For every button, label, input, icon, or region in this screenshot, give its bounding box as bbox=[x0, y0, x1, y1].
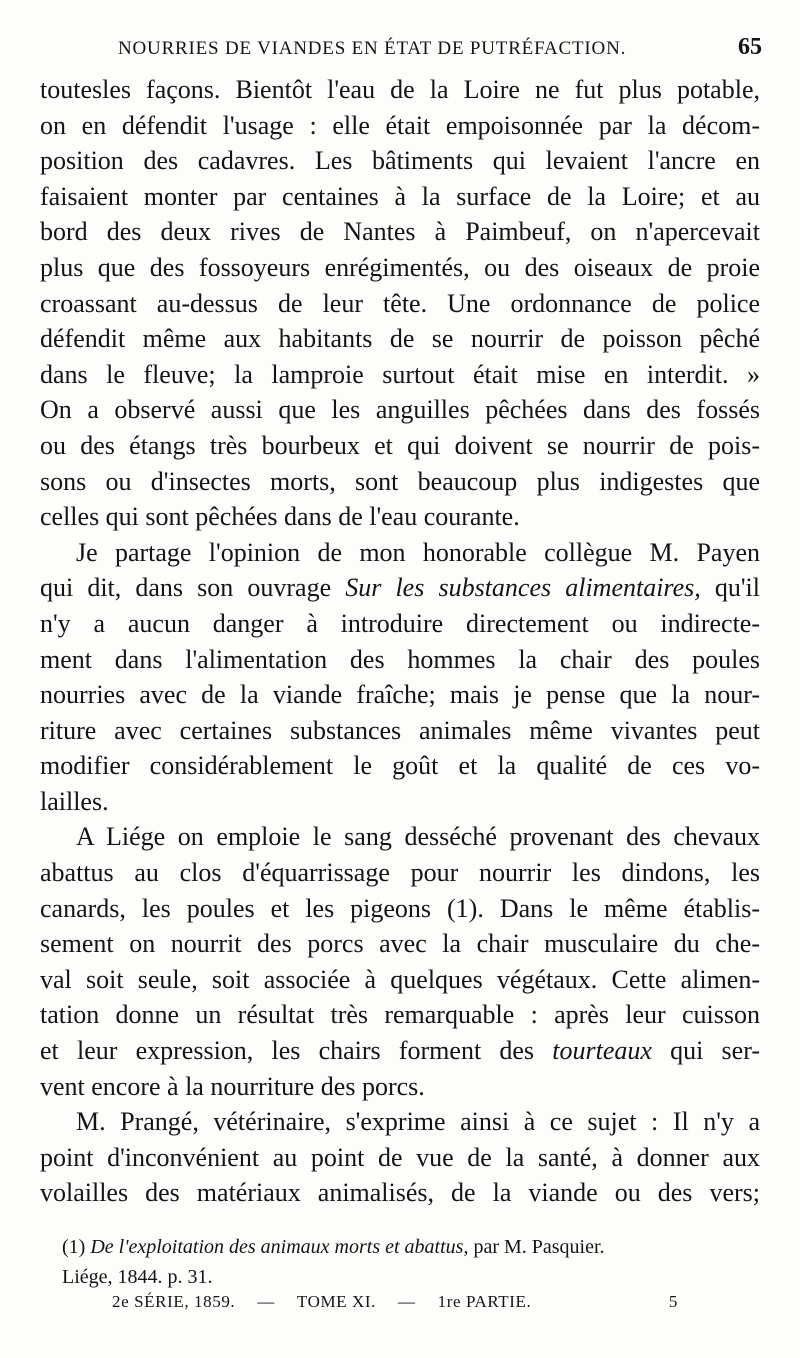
italic-term: tourteaux bbox=[552, 1036, 652, 1066]
text-line: val soit seule, soit associée à quelques végétaux. Cette alimen- bbox=[40, 964, 760, 994]
text-line-with-title bbox=[40, 570, 760, 606]
text-line: position des cadavres. Les bâtiments qui levaient l'ancre en bbox=[40, 146, 760, 176]
dash: — bbox=[257, 1292, 275, 1311]
text-line: toutesles façons. Bientôt l'eau de la Loire ne fut plus potable, bbox=[40, 75, 760, 104]
text-line: faisaient monter par centaines à la surface de la Loire; et au bbox=[40, 181, 760, 211]
page-number: 65 bbox=[738, 34, 762, 60]
footnote bbox=[62, 1232, 762, 1292]
running-head bbox=[40, 34, 762, 64]
text-line: celles qui sont pêchées dans de l'eau courante. bbox=[40, 502, 520, 532]
text-line: nourries avec de la viande fraîche; mais je pense que la nour- bbox=[40, 680, 760, 710]
text-line: vent encore à la nourriture des porcs. bbox=[40, 1071, 425, 1101]
text-line: abattus au clos d'équarrissage pour nourrir les dindons, les bbox=[40, 858, 760, 888]
text-line: On a observé aussi que les anguilles pêchées dans des fossés bbox=[40, 395, 760, 425]
text-line: dans le fleuve; la lamproie surtout était mise en interdit. » bbox=[40, 359, 760, 389]
text-line: défendit même aux habitants de se nourrir de poisson pêché bbox=[40, 324, 760, 354]
text-line: Je partage l'opinion de mon honorable collègue M. Payen bbox=[76, 537, 760, 567]
text-line: modifier considérablement le goût et la qualité de ces vo- bbox=[40, 751, 760, 781]
footnote-marker: (1) bbox=[62, 1236, 86, 1258]
work-title: Sur les substances alimentaires, bbox=[345, 573, 701, 603]
text-line: bord des deux rives de Nantes à Paimbeuf, on n'apercevait bbox=[40, 217, 760, 247]
text-segment: qu'il bbox=[700, 573, 760, 603]
running-head-title: NOURRIES DE VIANDES EN ÉTAT DE PUTRÉFACTION. bbox=[118, 38, 627, 59]
footnote-line: Liége, 1844. p. 31. bbox=[62, 1266, 213, 1288]
signature-info bbox=[112, 1292, 531, 1312]
text-line: volailles des matériaux animalisés, de la viande ou des vers; bbox=[40, 1178, 760, 1208]
text-line: n'y a aucun danger à introduire directement ou indirecte- bbox=[40, 608, 760, 638]
part-label: 1re PARTIE. bbox=[437, 1292, 532, 1311]
text-line: sons ou d'insectes morts, sont beaucoup plus indigestes que bbox=[40, 466, 760, 496]
text-segment: qui dit, dans son ouvrage bbox=[40, 573, 332, 603]
footnote-title: De l'exploitation des animaux morts et abattus, bbox=[90, 1236, 469, 1258]
text-line: lailles. bbox=[40, 786, 109, 816]
text-line: riture avec certaines substances animales même vivantes peut bbox=[40, 715, 760, 745]
text-line: canards, les poules et les pigeons (1). Dans le même établis- bbox=[40, 893, 760, 923]
sheet-number: 5 bbox=[668, 1292, 678, 1311]
tome-label: TOME XI. bbox=[296, 1292, 376, 1311]
text-segment: et leur expression, les chairs forment des bbox=[40, 1036, 535, 1066]
text-line: point d'inconvénient au point de vue de la santé, à donner aux bbox=[40, 1142, 760, 1172]
text-line: M. Prangé, vétérinaire, s'exprime ainsi à ce sujet : Il n'y a bbox=[76, 1107, 760, 1137]
text-line: croassant au-dessus de leur tête. Une ordonnance de police bbox=[40, 288, 760, 318]
text-line: ment dans l'alimentation des hommes la chair des poules bbox=[40, 644, 760, 674]
text-line: on en défendit l'usage : elle était empoisonnée par la décom- bbox=[40, 110, 760, 140]
text-line: sement on nourrit des porcs avec la chair musculaire du che- bbox=[40, 929, 760, 959]
series-label: 2e SÉRIE, 1859. bbox=[112, 1292, 236, 1311]
text-line-with-term bbox=[40, 1033, 760, 1069]
text-segment: qui ser- bbox=[651, 1036, 761, 1066]
text-line: plus que des fossoyeurs enrégimentés, ou des oiseaux de proie bbox=[40, 252, 760, 282]
text-line: ou des étangs très bourbeux et qui doivent se nourrir de pois- bbox=[40, 430, 760, 460]
dash: — bbox=[397, 1292, 416, 1311]
footnote-line bbox=[62, 1232, 762, 1262]
printer-signature bbox=[112, 1292, 678, 1322]
text-line: tation donne un résultat très remarquable : après leur cuisson bbox=[40, 1000, 760, 1030]
body-text bbox=[40, 72, 760, 1211]
footnote-author: par M. Pasquier. bbox=[468, 1236, 605, 1258]
text-line: A Liége on emploie le sang desséché provenant des chevaux bbox=[76, 822, 760, 852]
